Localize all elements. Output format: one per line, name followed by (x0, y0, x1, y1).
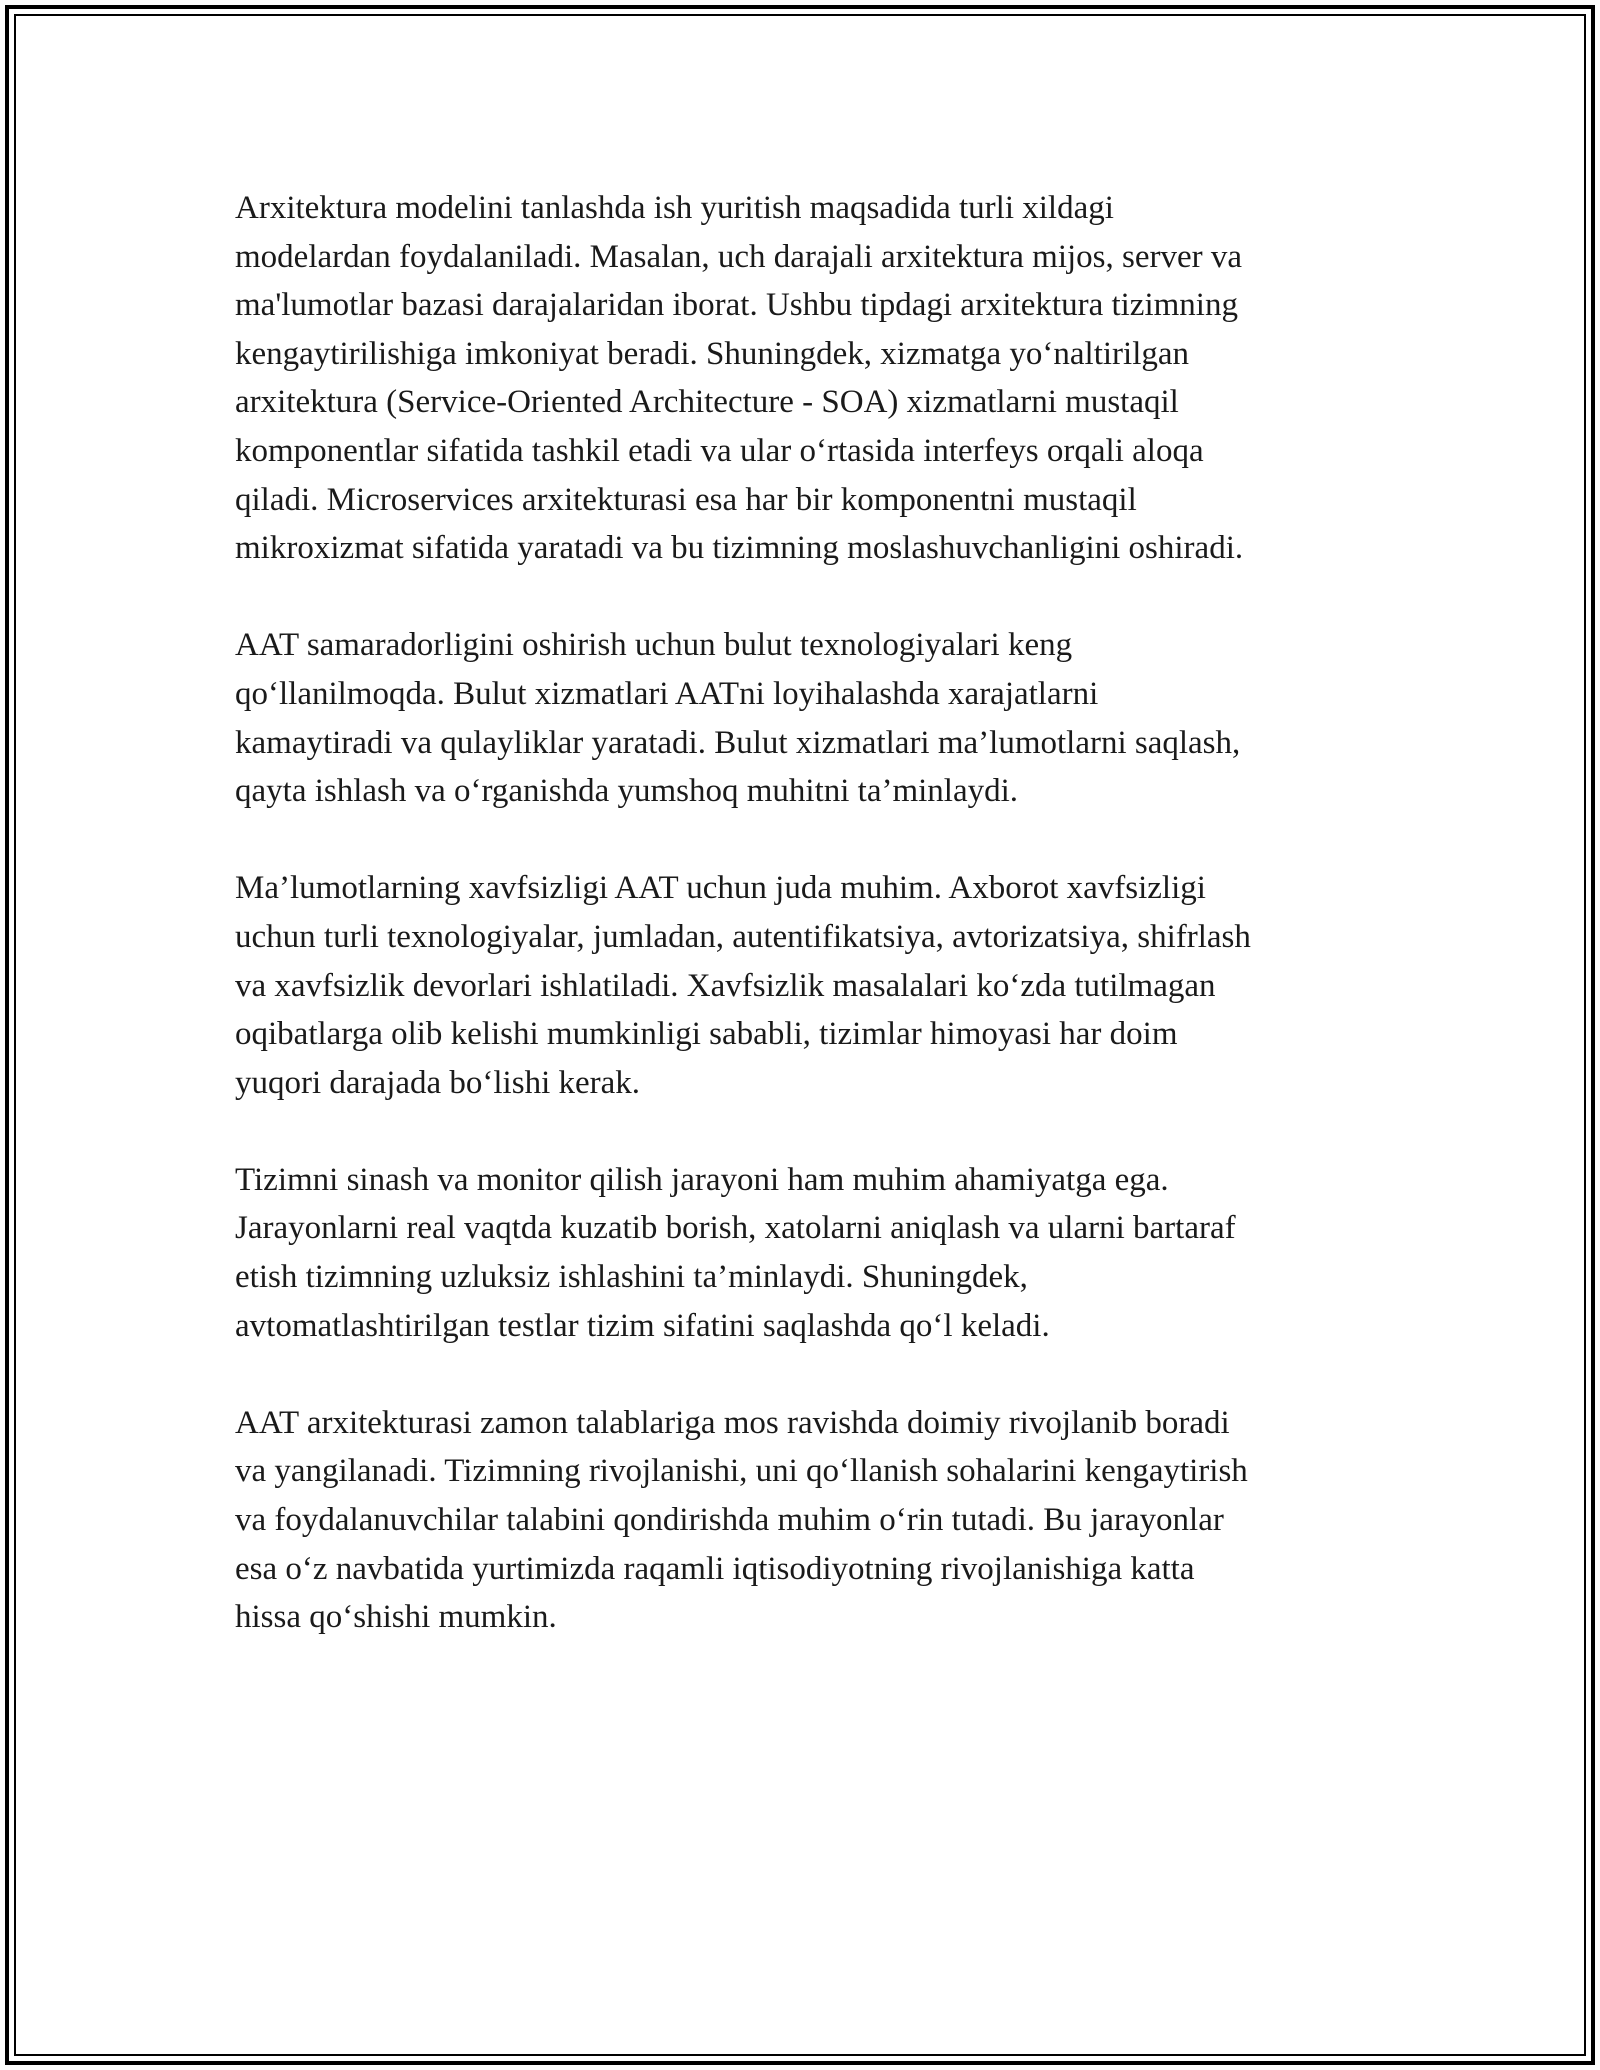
paragraph-cloud-technologies: AAT samaradorligini oshirish uchun bulut texnologiyalari keng qo‘llanilmoqda. Bulut xizmatlari AATni loyihalashda xarajatlarni kamaytiradi va qulayliklar yaratadi. Bulut xizmatlari ma’lumotlarni saqlash, qayta ishlash va o‘rganishda yumshoq muhitni ta’minlaydi. (235, 627, 1241, 810)
paragraph-testing-monitoring: Tizimni sinash va monitor qilish jarayoni ham muhim ahamiyatga ega. Jarayonlarni real vaqtda kuzatib borish, xatolarni aniqlash va ularni bartaraf etish tizimning uzluksiz ishlashini ta’minlaydi. Shuningdek, avtomatlashtirilgan testlar tizim sifatini saqlashda qo‘l keladi. (235, 1161, 1236, 1344)
paragraph-data-security: Ma’lumotlarning xavfsizligi AAT uchun juda muhim. Axborot xavfsizligi uchun turli texnologiyalar, jumladan, autentifikatsiya, avtorizatsiya, shifrlash va xavfsizlik devorlari ishlatiladi. Xavfsizlik masalalari ko‘zda tutilmagan oqibatlarga olib kelishi mumkinligi sababli, tizimlar himoyasi har doim yuqori darajada bo‘lishi kerak. (235, 870, 1251, 1101)
paragraph-architecture-models: Arxitektura modelini tanlashda ish yuritish maqsadida turli xildagi modelardan foydalaniladi. Masalan, uch darajali arxitektura mijos, server va ma'lumotlar bazasi darajalaridan iborat. Ushbu tipdagi arxitektura tizimning kengaytirilishiga imkoniyat beradi. Shuningdek, xizmatga yo‘naltirilgan arxitektura (Service-Oriented Architecture - SOA) xizmatlarni mustaqil komponentlar sifatida tashkil etadi va ular o‘rtasida interfeys orqali aloqa qiladi. Microservices arxitekturasi esa har bir komponentni mustaqil mikroxizmat sifatida yaratadi va bu tizimning moslashuvchanligini oshiradi. (235, 190, 1244, 567)
document-body (235, 184, 1375, 1690)
paragraph-architecture-evolution: AAT arxitekturasi zamon talablariga mos ravishda doimiy rivojlanib boradi va yangilanadi. Tizimning rivojlanishi, uni qo‘llanish sohalarini kengaytirish va foydalanuvchilar talabini qondirishda muhim o‘rin tutadi. Bu jarayonlar esa o‘z navbatida yurtimizda raqamli iqtisodiyotning rivojlanishiga katta hissa qo‘shishi mumkin. (235, 1404, 1248, 1636)
